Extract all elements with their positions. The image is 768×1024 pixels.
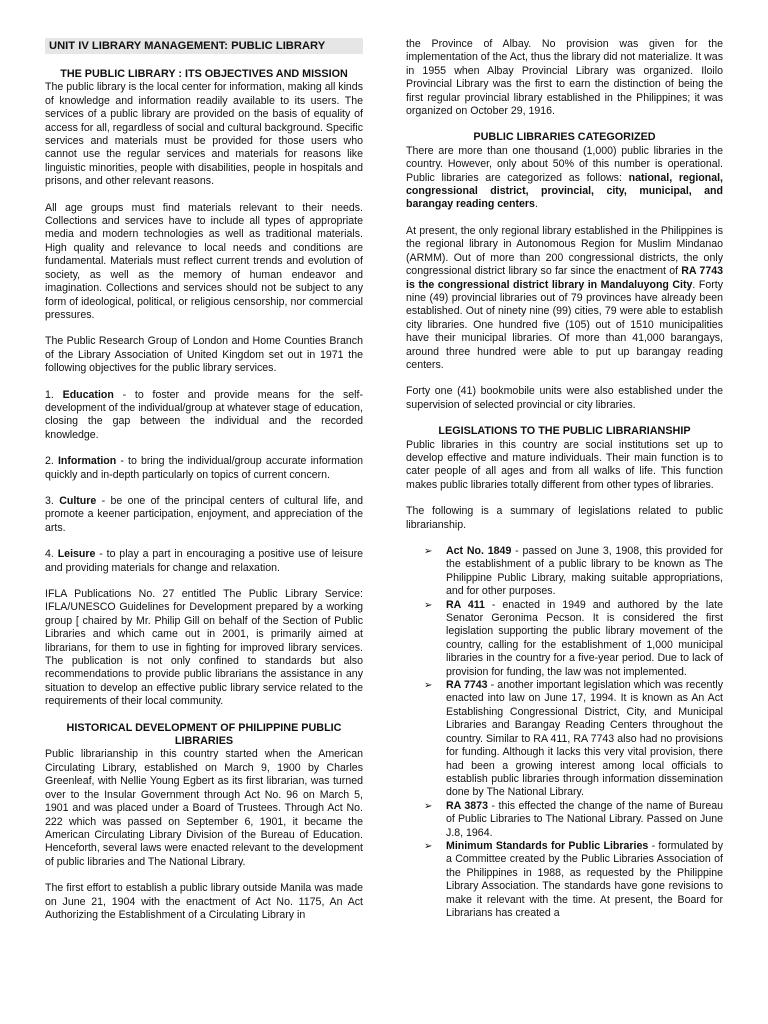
heading-objectives: THE PUBLIC LIBRARY : ITS OBJECTIVES AND MISSION: [60, 68, 348, 80]
legislation-term: RA 7743: [446, 679, 488, 692]
legislation-list: [406, 545, 723, 920]
unit-title: UNIT IV LIBRARY MANAGEMENT: PUBLIC LIBRARY: [45, 38, 363, 54]
text-span: . Forty nine (49) provincial libraries out of 79 provinces have already been established. Out of ninety nine (99) cities, 79 were able to establish city libraries. One hundred five (105) out of 1510 municipalities have their municipal libraries. Of more than 41,000 barangays, around three hundred were able to put up barangay reading centers.: [406, 278, 723, 371]
paragraph-categories: [406, 145, 723, 212]
legislation-term: RA 3873: [446, 799, 488, 812]
heading-categorized: PUBLIC LIBRARIES CATEGORIZED: [473, 131, 656, 144]
objective-text: - to play a part in encouraging a positive use of leisure and providing materials for change and relaxation.: [45, 548, 364, 574]
list-item: [424, 545, 723, 599]
legislation-text: - another important legislation which was recently enacted into law on June 17, 1994. It is known as An Act Establishing Congressional District, City, and Municipal Libraries and Barangay Reading Centers throughout the country. Similar to RA 411, RA 7743 also had no provisions for funding. Although it lacks this very vital provision, there had been a growing interest among local officials to establish public libraries through information dissemination done by The National Library.: [446, 679, 723, 799]
arrow-bullet-icon: ➢: [424, 800, 433, 812]
objective-term: Information: [57, 455, 117, 468]
objective-number: 4.: [45, 548, 54, 561]
right-column: [406, 38, 723, 920]
bold-ra7743: RA 7743 is the congressional district library in Mandaluyong City: [406, 265, 723, 291]
arrow-bullet-icon: ➢: [424, 546, 433, 557]
paragraph: Forty one (41) bookmobile units were also established under the supervision of selected provincial or city libraries.: [406, 385, 723, 411]
paragraph: Public libraries in this country are social institutions set up to develop effective and mature individuals. Their main function is to cater people of all ages and from all walks of life. This function makes public libraries totally different from other types of libraries.: [406, 438, 723, 491]
arrow-bullet-icon: ➢: [424, 840, 433, 852]
objective-culture: [45, 495, 363, 535]
heading-legislations: LEGISLATIONS TO THE PUBLIC LIBRARIANSHIP: [438, 425, 691, 438]
objective-education: [45, 389, 363, 443]
text-span: At present, the only regional library established in the Philippines is the regional library in Autonomous Region for Muslim Mindanao (ARMM). Out of more than 200 congressional districts, the only congressional district library so far since the enactment of: [406, 224, 723, 278]
paragraph-regional: [406, 225, 723, 372]
text-span: There are more than one thousand (1,000) public libraries in the country. However, only about 50% of this number is operational. Public libraries are categorized as follows:: [406, 144, 723, 184]
list-item: [424, 599, 723, 679]
objective-text: - to bring the individual/group accurate information quickly and in-depth particularly on topics of current concern.: [45, 455, 363, 481]
objective-leisure: [45, 548, 363, 575]
paragraph-ifla: IFLA Publications No. 27 entitled The Public Library Service: IFLA/UNESCO Guidelines for Development prepared by a working group [ chaired by Mr. Philip Gill on behalf of the Section of Public Libraries and which came out in 2001, is primarily aimed at librarians, for them to use in fighting for improved library services. The publication is not only confined to standards but also recommendations to provide public librarians the assistance in any situation to develop an effective public library service related to the requirements of their local community.: [45, 588, 363, 708]
legislation-term: Minimum Standards for Public Libraries: [446, 839, 649, 852]
objective-term: Education: [62, 388, 114, 401]
objective-text: - to foster and provide means for the self-development of the individual/group at whatever stage of education, closing the gap between the individual and the recorded knowledge.: [45, 388, 363, 441]
paragraph: All age groups must find materials relevant to their needs. Collections and services have to include all types of appropriate media and modern technologies as well as traditional materials. High quality and relevance to local needs and conditions are fundamental. Materials must reflect current trends and evolution of society, as well as the memory of human endeavor and imagination. Collections and services should not be subject to any form of ideological, political, or religious censorship, nor commercial pressures.: [45, 201, 363, 321]
paragraph: The following is a summary of legislations related to public librarianship.: [406, 505, 723, 531]
text-span: .: [534, 198, 538, 211]
paragraph: The Public Research Group of London and Home Counties Branch of the Library Association of United Kingdom set out in 1971 the following objectives for the public library services.: [45, 335, 363, 375]
arrow-bullet-icon: ➢: [424, 680, 433, 692]
paragraph: The public library is the local center for information, making all kinds of knowledge and information readily available to its users. The services of a public library are provided on the basis of equality of access for all, regardless of social and cultural background. Specific services and materials must be provided for those users who cannot use the regular services and materials for reasons like linguistic minorities, people with disabilities, people in hospitals and prisons, and other relevant reasons.: [45, 81, 363, 188]
objective-number: 2.: [45, 455, 54, 468]
list-item: [424, 840, 723, 920]
legislation-text: - enacted in 1949 and authored by the late Senator Geronima Pecson. It is considered the first legislation supporting the public library movement of the country, calling for the establishment of 1,000 municipal libraries in the country for a five-year period. Due to lack of provision for funding, the law was not implemented.: [446, 598, 723, 678]
arrow-bullet-icon: ➢: [424, 599, 433, 611]
left-column: [45, 38, 363, 922]
list-item: [424, 679, 723, 800]
legislation-text: - passed on June 3, 1908, this provided for the establishment of a public library to be known as The Philippine Public Library, making suitable appropriations, and for other purposes.: [446, 545, 723, 598]
legislation-term: RA 411: [446, 598, 485, 611]
list-item: [424, 800, 723, 840]
legislation-text: - formulated by a Committee created by the Public Libraries Association of the Philippines in 1988, as requested by the Philippine Library Association. The standards have gone revisions to make it relevant with the time. At present, the Board for Librarians has created a: [446, 839, 723, 919]
paragraph: Public librarianship in this country started when the American Circulating Library, established on March 9, 1900 by Charles Greenleaf, with Nellie Young Egbert as its first librarian, was turned over to the Insular Government through Act No. 96 on March 5, 1901 and was placed under a Board of Trustees. Through Act No. 222 which was passed on September 6, 1901, it became the American Circulating Library Division of the Bureau of Education. Henceforth, several laws were enacted relevant to the development of public libraries and The National Library.: [45, 748, 363, 868]
objective-number: 3.: [45, 494, 54, 507]
objective-term: Leisure: [57, 548, 96, 561]
legislation-text: - this effected the change of the name of Bureau of Public Libraries to The National Library. Passed on June J.8, 1964.: [446, 799, 723, 839]
paragraph: The first effort to establish a public library outside Manila was made on June 21, 1904 with the enactment of Act No. 1175, An Act Authorizing the Establishment of a Circulating Library in: [45, 882, 363, 921]
heading-history: HISTORICAL DEVELOPMENT OF PHILIPPINE PUBLIC LIBRARIES: [66, 721, 342, 748]
objective-text: - be one of the principal centers of cultural life, and promote a keener participation, enjoyment, and appreciation of the arts.: [45, 494, 363, 534]
paragraph: the Province of Albay. No provision was given for the implementation of the Act, thus the library did not materialize. It was in 1955 when Albay Provincial Library was organized. Iloilo Provincial Library was the first to earn the distinction of being the first regular provincial library established in the Philippines; it was organized on October 29, 1916.: [406, 38, 723, 118]
objective-information: [45, 455, 363, 482]
legislation-term: Act No. 1849: [446, 545, 512, 557]
objective-term: Culture: [59, 494, 97, 507]
bold-categories: national, regional, congressional district, provincial, city, municipal, and barangay reading centers: [406, 171, 723, 211]
objective-number: 1.: [45, 388, 54, 401]
